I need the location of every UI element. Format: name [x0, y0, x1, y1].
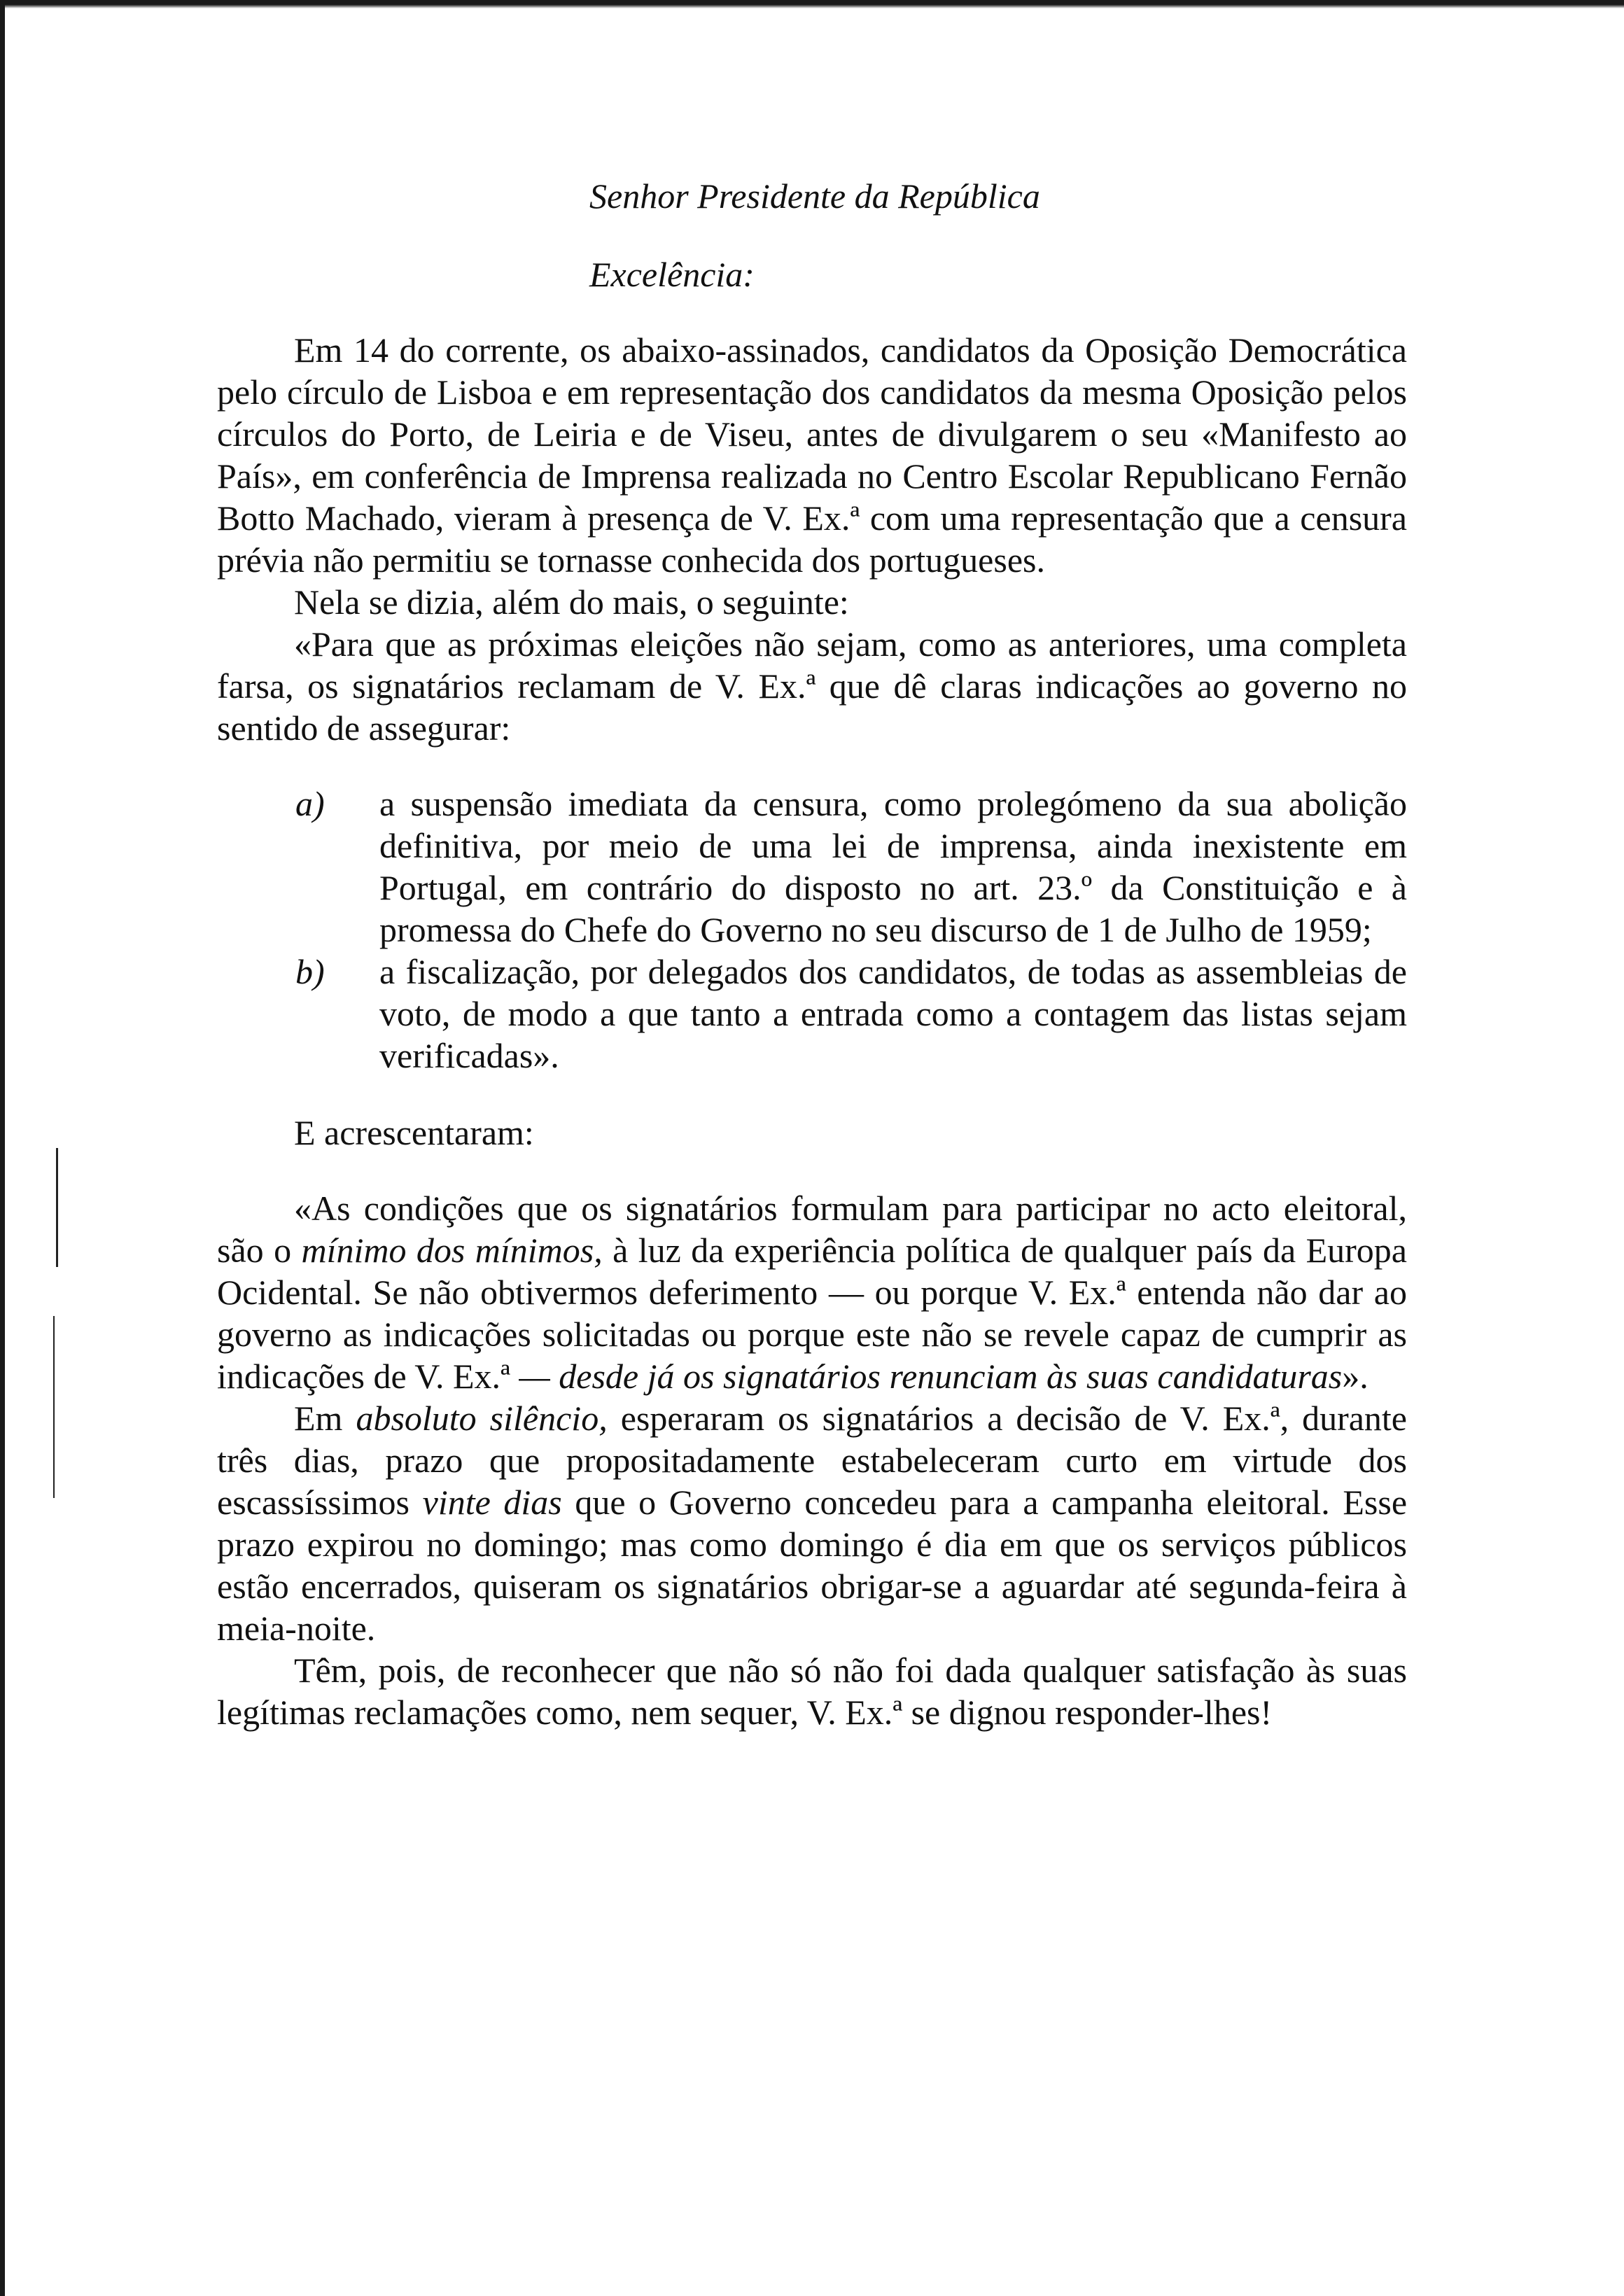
paragraph-3: «Para que as próximas eleições não sejam, como as anteriores, uma completa farsa, os signatários reclamam de V. Ex.ª que dê claras indicações ao governo no sentido de assegurar:	[217, 624, 1407, 748]
paragraph-1: Em 14 do corrente, os abaixo-assinados, candidatos da Oposição Democrática pelo círculo de Lisboa e em representação dos candidatos da mesma Oposição pelos círculos do Porto, de Leiria e de Viseu, antes de divulgarem o seu «Manifesto ao País», em conferência de Imprensa realizada no Centro Escolar Republicano Fernão Botto Machado, vieram à presença de V. Ex.ª com uma representação que a censura prévia não permitiu se tornasse conhecida dos portugueses.	[217, 330, 1407, 580]
margin-mark	[53, 1316, 55, 1498]
list-item-letter: a)	[295, 784, 325, 823]
paragraph-5-emphasis: — desde já os signatários renunciam às suas candidaturas	[519, 1357, 1343, 1396]
paragraph-6-text: esperaram os signatários a decisão de V. Ex.ª, durante três dias, prazo que propositadamente estabeleceram curto em virtude dos escassíssimos	[217, 1399, 1408, 1522]
paragraph-6-emphasis: vinte dias	[422, 1483, 562, 1522]
paragraph-5-emphasis: mínimo dos mínimos,	[301, 1231, 603, 1270]
paragraph-6-emphasis: absoluto silêncio,	[356, 1399, 608, 1438]
list-item-text: a suspensão imediata da censura, como prolegómeno da sua abolição definitiva, por meio de uma lei de imprensa, ainda inexistente em Portugal, em contrário do disposto no art. 23.º da Constituição e à promessa do Chefe do Governo no seu discurso de 1 de Julho de 1959;	[379, 784, 1407, 949]
paragraph-6-text: Em	[294, 1399, 356, 1438]
paragraph-5-text: ».	[1342, 1357, 1368, 1396]
list-item-letter: b)	[295, 952, 325, 991]
list-item	[217, 783, 1407, 951]
salutation-addressee: Senhor Presidente da República	[589, 176, 1040, 216]
paragraph-5-text: «As condições que os signatários formulam para participar no acto eleitoral, são o	[217, 1189, 1407, 1270]
demands-list	[217, 783, 1407, 1077]
letter-page	[217, 175, 1407, 1733]
paragraph-6-text: que o Governo concedeu para a campanha eleitoral. Esse prazo expirou no domingo; mas como domingo é dia em que os serviços públicos estão encerrados, quiseram os signatários obrigar-se a aguardar até segunda-feira à meia-noite.	[217, 1483, 1408, 1648]
list-item	[217, 951, 1407, 1077]
scan-edge-left	[0, 0, 5, 2296]
paragraph-5-text: à luz da experiência política de qualquer país da Europa Ocidental. Se não obtivermos deferimento — ou porque V. Ex.ª entenda não dar ao governo as indicações solicitadas ou porque este não se revele capaz de cumprir as indicações de V. Ex.ª	[217, 1231, 1408, 1396]
margin-mark	[56, 1148, 58, 1267]
paragraph-7: Têm, pois, de reconhecer que não só não foi dada qualquer satisfação às suas legítimas reclamações como, nem sequer, V. Ex.ª se dignou responder-lhes!	[217, 1651, 1407, 1732]
paragraph-6	[217, 1397, 1407, 1649]
paragraph-5	[217, 1187, 1407, 1397]
scan-edge-top	[0, 0, 1624, 8]
salutation-greeting: Excelência:	[589, 255, 755, 294]
paragraph-2: Nela se dizia, além do mais, o seguinte:	[294, 582, 849, 622]
list-item-text: a fiscalização, por delegados dos candidatos, de todas as assembleias de voto, de modo a que tanto a entrada como a contagem das listas sejam verificadas».	[379, 952, 1407, 1075]
paragraph-4: E acrescentaram:	[294, 1113, 534, 1152]
